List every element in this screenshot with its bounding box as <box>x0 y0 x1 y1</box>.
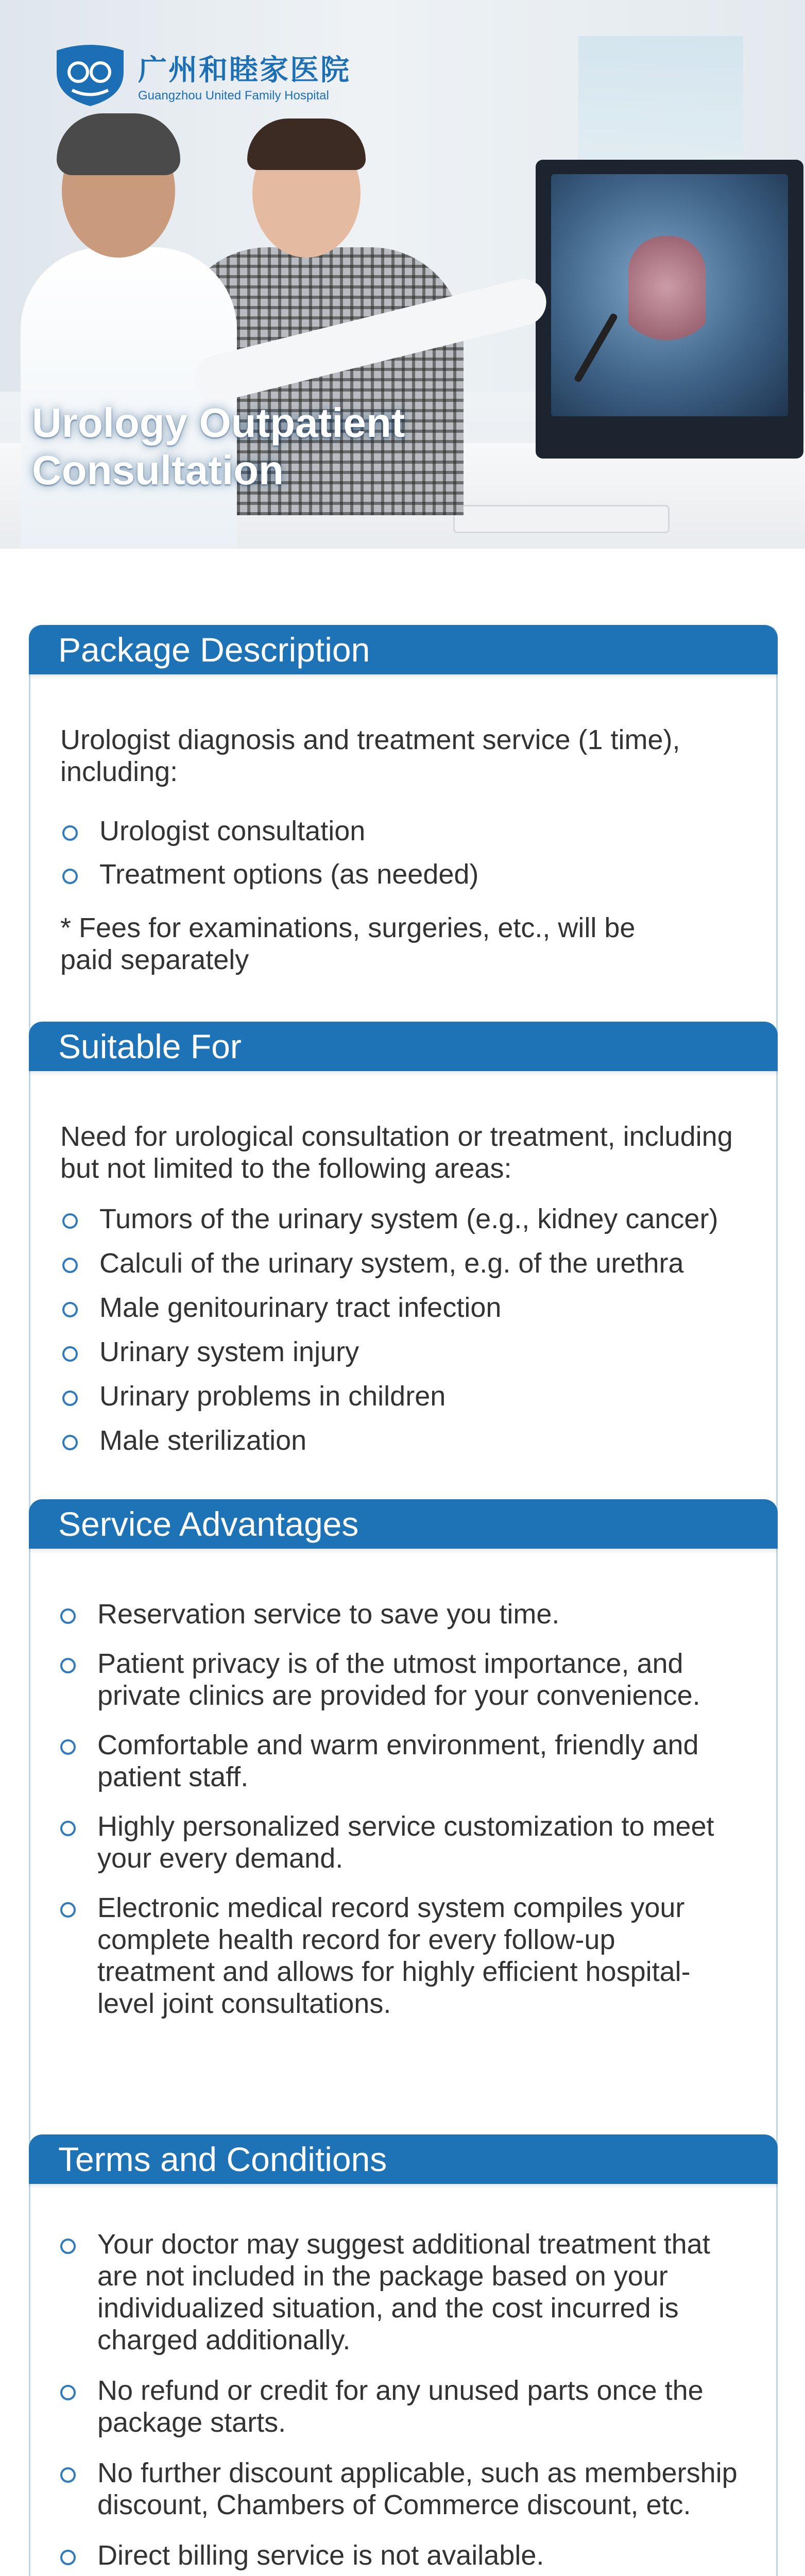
hospital-name-cn: 广州和睦家医院 <box>138 54 351 86</box>
list-item: Urinary system injury <box>60 1336 761 1368</box>
page-title-line1: Urology Outpatient <box>32 400 405 446</box>
hero-monitor <box>536 160 803 459</box>
list-item: Highly personalized service customization to meet your every demand. <box>58 1810 759 1874</box>
circle-bullet-icon <box>62 869 78 884</box>
terms-and-conditions-list <box>58 2228 759 2576</box>
hospital-logo-icon <box>52 41 129 108</box>
circle-bullet-icon <box>60 1658 76 1673</box>
section-header-suitable-for: Suitable For <box>29 1022 778 1071</box>
service-advantages-list <box>58 1598 759 2020</box>
list-item: Urinary problems in children <box>60 1380 761 1412</box>
package-description-intro: Urologist diagnosis and treatment service (1 time), including: <box>60 724 680 787</box>
list-item: Urologist consultation <box>60 815 761 847</box>
list-item: No further discount applicable, such as membership discount, Chambers of Commerce discount, etc. <box>58 2457 759 2521</box>
circle-bullet-icon <box>60 1739 76 1755</box>
doctor-hair <box>57 113 180 175</box>
list-item: Patient privacy is of the utmost importance, and private clinics are provided for your convenience. <box>58 1648 759 1711</box>
suitable-for-intro: Need for urological consultation or treatment, including but not limited to the following areas: <box>60 1121 733 1184</box>
list-item: Comfortable and warm environment, friendly and patient staff. <box>58 1729 759 1793</box>
suitable-for-list <box>60 1203 761 1456</box>
list-item: Electronic medical record system compiles your complete health record for every follow-up treatment and allows for highly efficient hospital-level joint consultations. <box>58 1892 759 2020</box>
fees-note: * Fees for examinations, surgeries, etc., will be paid separately <box>60 912 636 975</box>
circle-bullet-icon <box>60 1608 76 1624</box>
circle-bullet-icon <box>62 1435 78 1450</box>
circle-bullet-icon <box>62 825 78 841</box>
list-item: Treatment options (as needed) <box>60 858 761 890</box>
package-description-list <box>60 815 761 890</box>
circle-bullet-icon <box>60 1902 76 1918</box>
circle-bullet-icon <box>62 1213 78 1229</box>
list-item: Your doctor may suggest additional treatment that are not included in the package based on your individualized situation, and the cost incurred is charged additionally. <box>58 2228 759 2356</box>
circle-bullet-icon <box>60 2550 76 2565</box>
list-item: Reservation service to save you time. <box>58 1598 759 1630</box>
list-item: Male genitourinary tract infection <box>60 1292 761 1324</box>
list-item: Male sterilization <box>60 1425 761 1456</box>
patient-hair <box>247 118 366 170</box>
kidney-illustration <box>628 236 706 365</box>
list-item: Tumors of the urinary system (e.g., kidney cancer) <box>60 1203 761 1235</box>
circle-bullet-icon <box>60 2467 76 2483</box>
doctor-coat <box>21 247 237 549</box>
page-title-line2: Consultation <box>32 447 284 493</box>
section-header-terms-and-conditions: Terms and Conditions <box>29 2134 778 2184</box>
circle-bullet-icon <box>62 1258 78 1273</box>
section-header-service-advantages: Service Advantages <box>29 1499 778 1549</box>
circle-bullet-icon <box>62 1302 78 1317</box>
list-item: Calculi of the urinary system, e.g. of the urethra <box>60 1247 761 1279</box>
circle-bullet-icon <box>62 1346 78 1362</box>
circle-bullet-icon <box>60 2385 76 2400</box>
circle-bullet-icon <box>62 1391 78 1406</box>
hospital-name-en: Guangzhou United Family Hospital <box>138 89 329 103</box>
circle-bullet-icon <box>60 1821 76 1836</box>
page-title <box>32 399 495 494</box>
hospital-logo <box>52 41 386 113</box>
section-header-package-description: Package Description <box>29 625 778 674</box>
list-item: No refund or credit for any unused parts once the package starts. <box>58 2375 759 2438</box>
hero-banner <box>0 0 805 549</box>
circle-bullet-icon <box>60 2239 76 2254</box>
list-item: Direct billing service is not available. <box>58 2539 759 2571</box>
monitor-screen <box>551 174 788 416</box>
hero-keyboard <box>453 505 670 533</box>
